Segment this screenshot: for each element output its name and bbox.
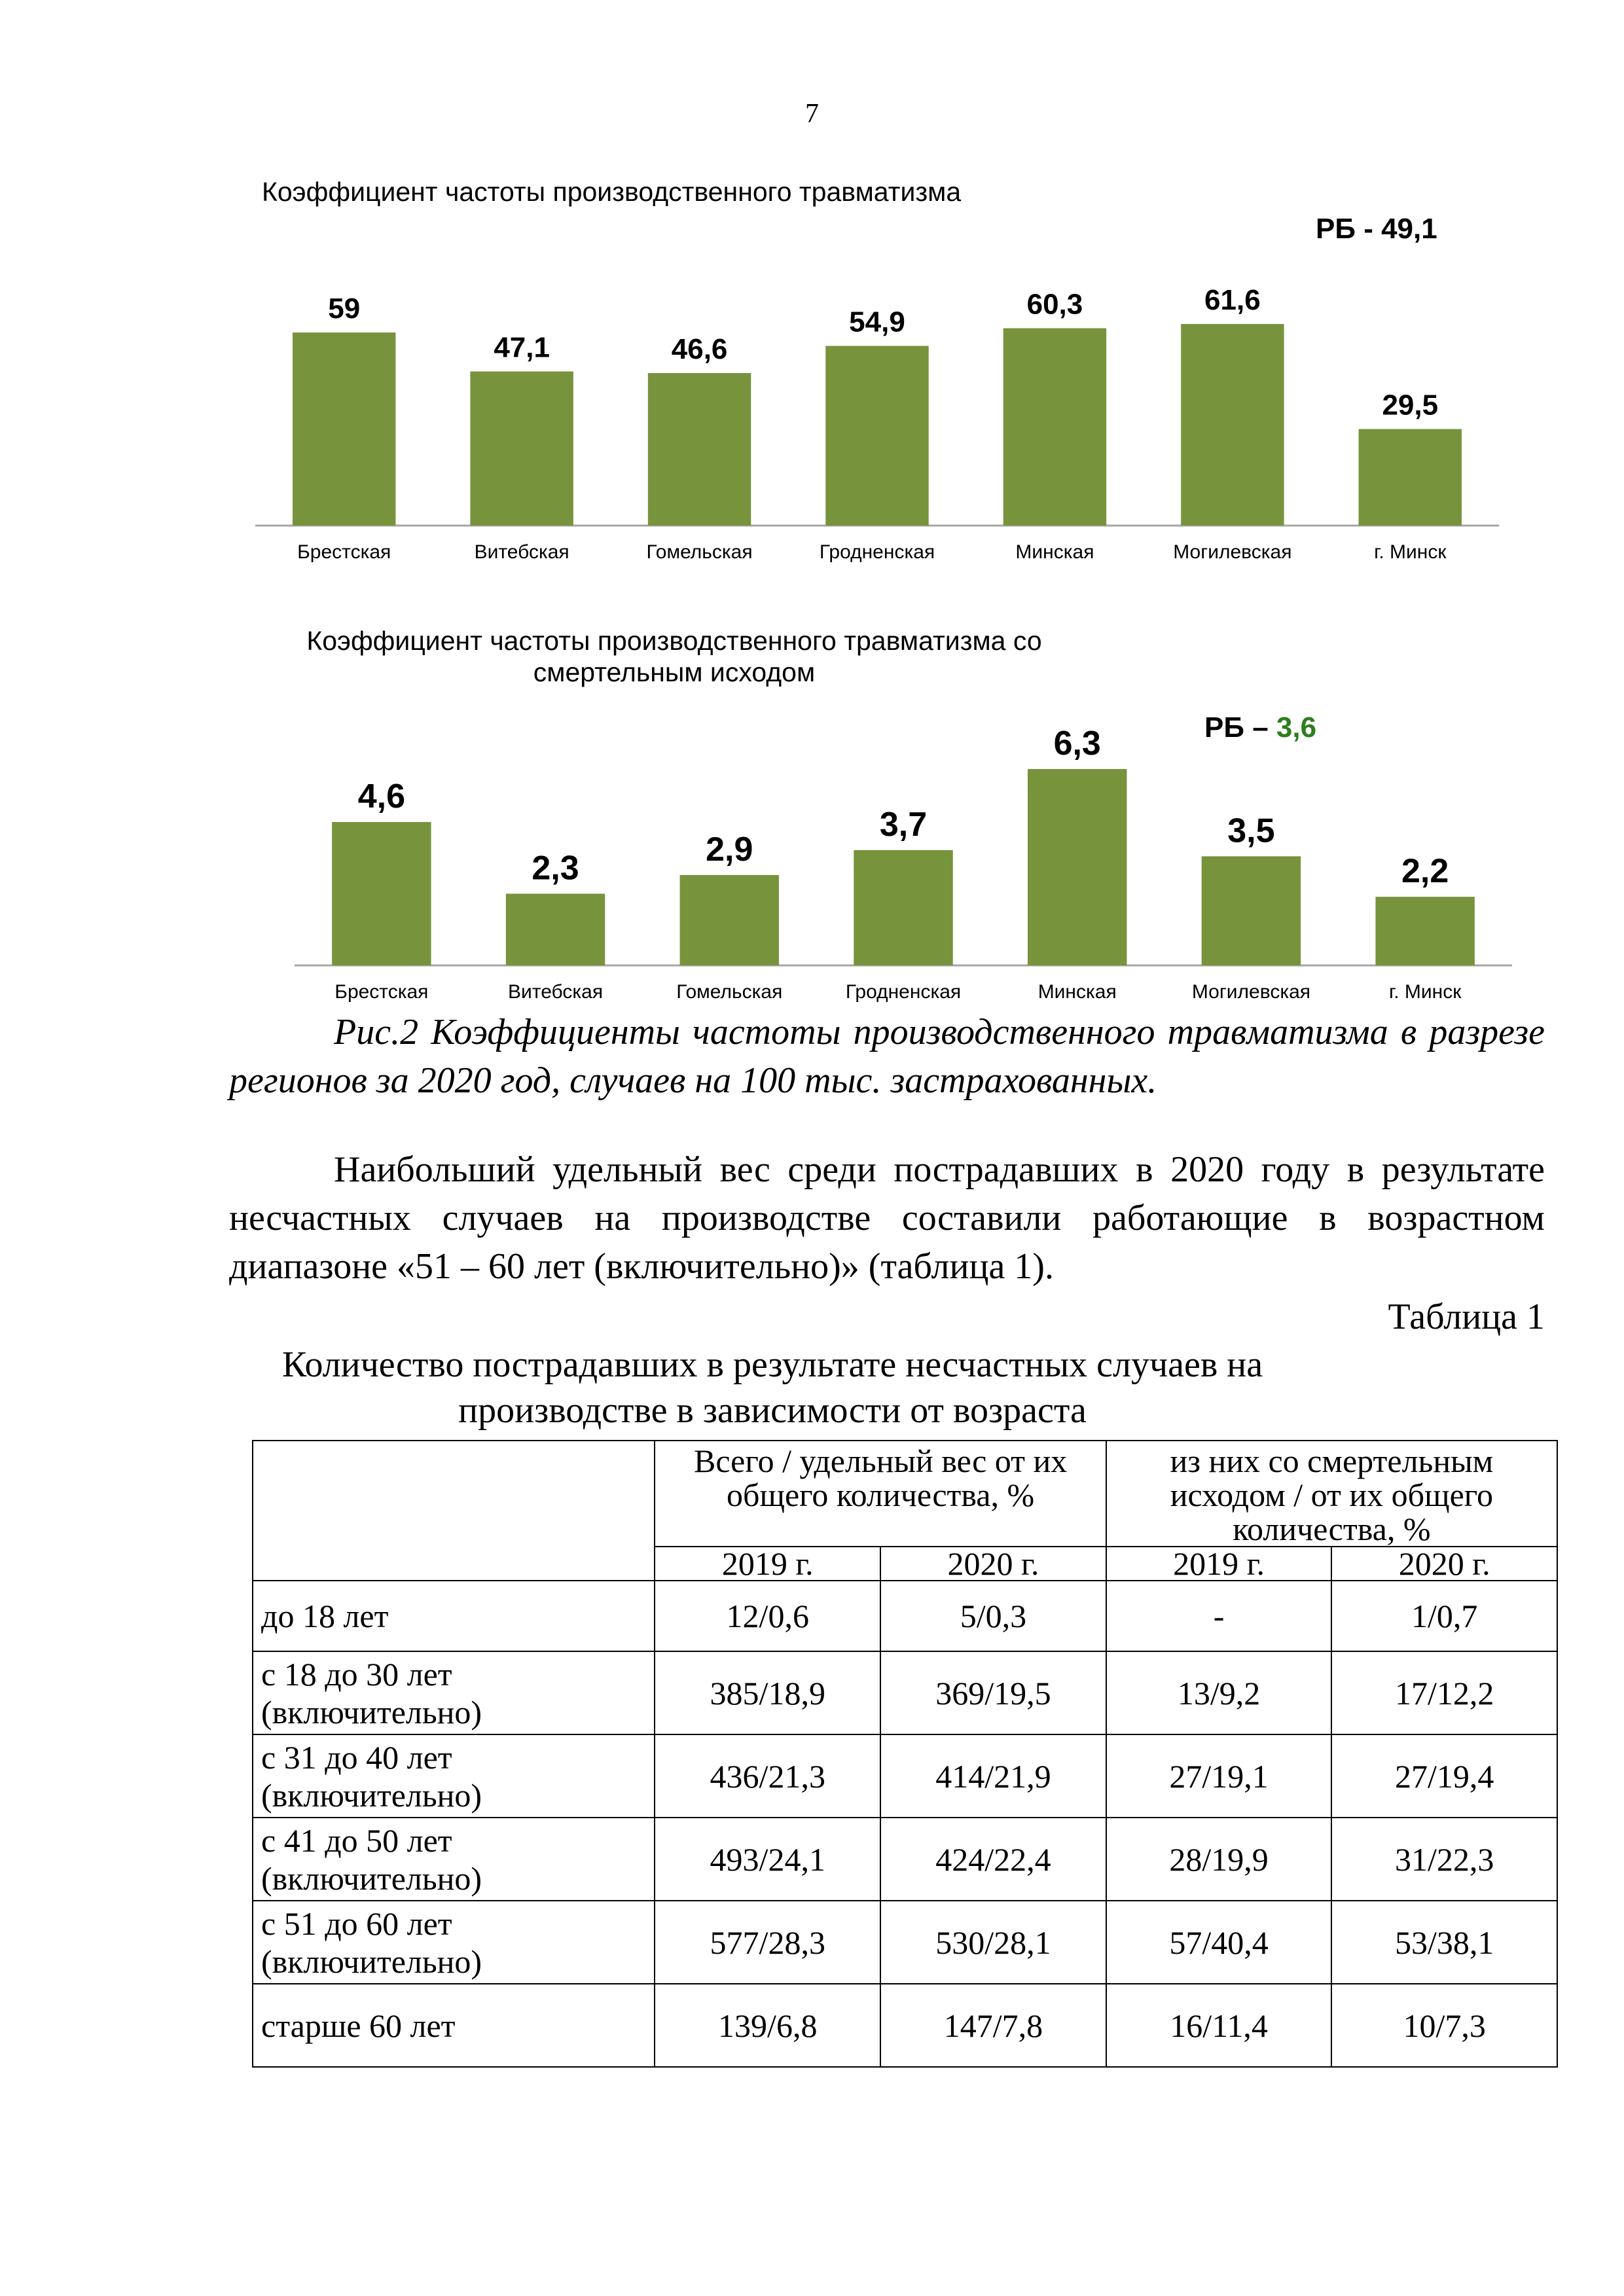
bar-value-label: 61,6: [1204, 284, 1261, 316]
bar-value-label: 2,9: [706, 830, 753, 869]
row-value: 385/18,9: [655, 1651, 880, 1734]
bar: [854, 850, 952, 965]
row-value: 1/0,7: [1331, 1581, 1557, 1651]
chart2-title: [196, 625, 1152, 688]
bar: [825, 346, 928, 526]
category-tick-label: г. Минск: [1374, 541, 1447, 563]
row-value: -: [1106, 1581, 1332, 1651]
table-row: [253, 1581, 1557, 1651]
table-row: [253, 1901, 1557, 1984]
category-tick-label: Гродненская: [819, 541, 935, 563]
bar: [1028, 769, 1127, 965]
table-title-line2: производстве в зависимости от возраста: [458, 1390, 1087, 1431]
chart2-rb-prefix: РБ –: [1204, 711, 1276, 744]
row-value: 147/7,8: [880, 1984, 1106, 2067]
category-tick-label: Брестская: [297, 541, 391, 563]
row-value: 577/28,3: [655, 1901, 880, 1984]
chart2-title-line2: смертельным исходом: [533, 657, 816, 687]
chart1-rb-annotation: РБ - 49,1: [1316, 213, 1437, 245]
table-row: [253, 1818, 1557, 1901]
category-tick-label: Гродненская: [845, 981, 962, 1003]
category-tick-label: Минская: [1015, 541, 1094, 563]
header-fatal: из них со смертельным исходом / от их общего количества, %: [1106, 1441, 1557, 1547]
category-tick-label: Гомельская: [676, 981, 783, 1003]
row-value: 369/19,5: [880, 1651, 1106, 1734]
header-total: Всего / удельный вес от их общего количества, %: [655, 1441, 1106, 1547]
bar: [506, 893, 605, 965]
row-value: 28/19,9: [1106, 1818, 1332, 1901]
bar: [293, 332, 395, 526]
category-tick-label: Могилевская: [1173, 541, 1292, 563]
row-value: 17/12,2: [1331, 1651, 1557, 1734]
row-value: 16/11,4: [1106, 1984, 1332, 2067]
row-value: 12/0,6: [655, 1581, 880, 1651]
row-label: до 18 лет: [253, 1581, 655, 1651]
row-label: с 18 до 30 лет (включительно): [253, 1651, 655, 1734]
row-value: 10/7,3: [1331, 1984, 1557, 2067]
row-value: 57/40,4: [1106, 1901, 1332, 1984]
bar-value-label: 54,9: [849, 306, 905, 338]
bar-value-label: 29,5: [1382, 389, 1439, 422]
row-value: 436/21,3: [655, 1734, 880, 1818]
row-value: 424/22,4: [880, 1818, 1106, 1901]
bar-value-label: 2,3: [532, 849, 579, 888]
table-row: [253, 1651, 1557, 1734]
bar: [648, 373, 751, 526]
row-value: 13/9,2: [1106, 1651, 1332, 1734]
age-table: [252, 1440, 1558, 2068]
row-value: 31/22,3: [1331, 1818, 1557, 1901]
category-tick-label: Могилевская: [1191, 981, 1311, 1003]
row-value: 5/0,3: [880, 1581, 1106, 1651]
bar: [470, 372, 573, 526]
bar: [1359, 429, 1462, 526]
category-tick-label: Брестская: [334, 981, 429, 1003]
chart2-rb-value: 3,6: [1276, 711, 1317, 744]
category-tick-label: Витебская: [508, 981, 604, 1003]
year-header: 2020 г.: [880, 1547, 1106, 1581]
row-value: 53/38,1: [1331, 1901, 1557, 1984]
year-header: 2019 г.: [1106, 1547, 1332, 1581]
bar: [332, 822, 431, 965]
bar-value-label: 59: [328, 293, 361, 325]
table-corner-cell: [253, 1441, 655, 1581]
chart1-svg: [255, 262, 1512, 576]
year-header: 2019 г.: [655, 1547, 880, 1581]
category-tick-label: Минская: [1038, 981, 1117, 1003]
row-value: 493/24,1: [655, 1818, 880, 1901]
bar-value-label: 60,3: [1026, 288, 1083, 321]
row-value: 27/19,4: [1331, 1734, 1557, 1818]
bar: [1003, 329, 1106, 526]
body-paragraph: Наибольший удельный вес среди пострадавших в 2020 году в результате несчастных случаев на производстве составили работающие в возрастном диапазоне «51 – 60 лет (включительно)» (таблица 1).: [229, 1149, 1545, 1287]
row-value: 530/28,1: [880, 1901, 1106, 1984]
bar: [680, 875, 779, 965]
chart2-svg: [295, 720, 1525, 1014]
bar-value-label: 46,6: [671, 333, 728, 365]
row-value: 27/19,1: [1106, 1734, 1332, 1818]
bar: [1181, 324, 1284, 526]
table-row: [253, 1734, 1557, 1818]
table-title: [229, 1342, 1316, 1433]
table-row: [253, 1984, 1557, 2067]
figure-caption: Рис.2 Коэффициенты частоты производственного травматизма в разрезе регионов за 2020 год, случаев на 100 тыс. застрахованных.: [229, 1012, 1545, 1101]
page-number: 7: [805, 99, 819, 129]
table-header-row: [253, 1441, 1557, 1547]
table-number: Таблица 1: [1388, 1297, 1545, 1337]
bar: [1202, 856, 1301, 965]
row-value: 139/6,8: [655, 1984, 880, 2067]
bar-value-label: 4,6: [357, 777, 406, 816]
row-label: с 51 до 60 лет (включительно): [253, 1901, 655, 1984]
row-value: 414/21,9: [880, 1734, 1106, 1818]
bar-value-label: 3,7: [879, 805, 928, 844]
bar-value-label: 2,2: [1401, 852, 1449, 891]
category-tick-label: Витебская: [474, 541, 569, 563]
bar-value-label: 6,3: [1053, 725, 1101, 762]
table-title-line1: Количество пострадавших в результате несчастных случаев на: [281, 1344, 1263, 1385]
category-tick-label: г. Минск: [1388, 981, 1462, 1003]
row-label: с 31 до 40 лет (включительно): [253, 1734, 655, 1818]
chart1-title: Коэффициент частоты производственного травматизма: [262, 177, 962, 207]
chart2-title-line1: Коэффициент частоты производственного травматизма со: [306, 626, 1042, 656]
bar-value-label: 47,1: [494, 331, 550, 364]
category-tick-label: Гомельская: [646, 541, 753, 563]
row-label: старше 60 лет: [253, 1984, 655, 2067]
row-label: с 41 до 50 лет (включительно): [253, 1818, 655, 1901]
year-header: 2020 г.: [1331, 1547, 1557, 1581]
bar-value-label: 3,5: [1227, 812, 1275, 850]
bar: [1375, 897, 1474, 965]
